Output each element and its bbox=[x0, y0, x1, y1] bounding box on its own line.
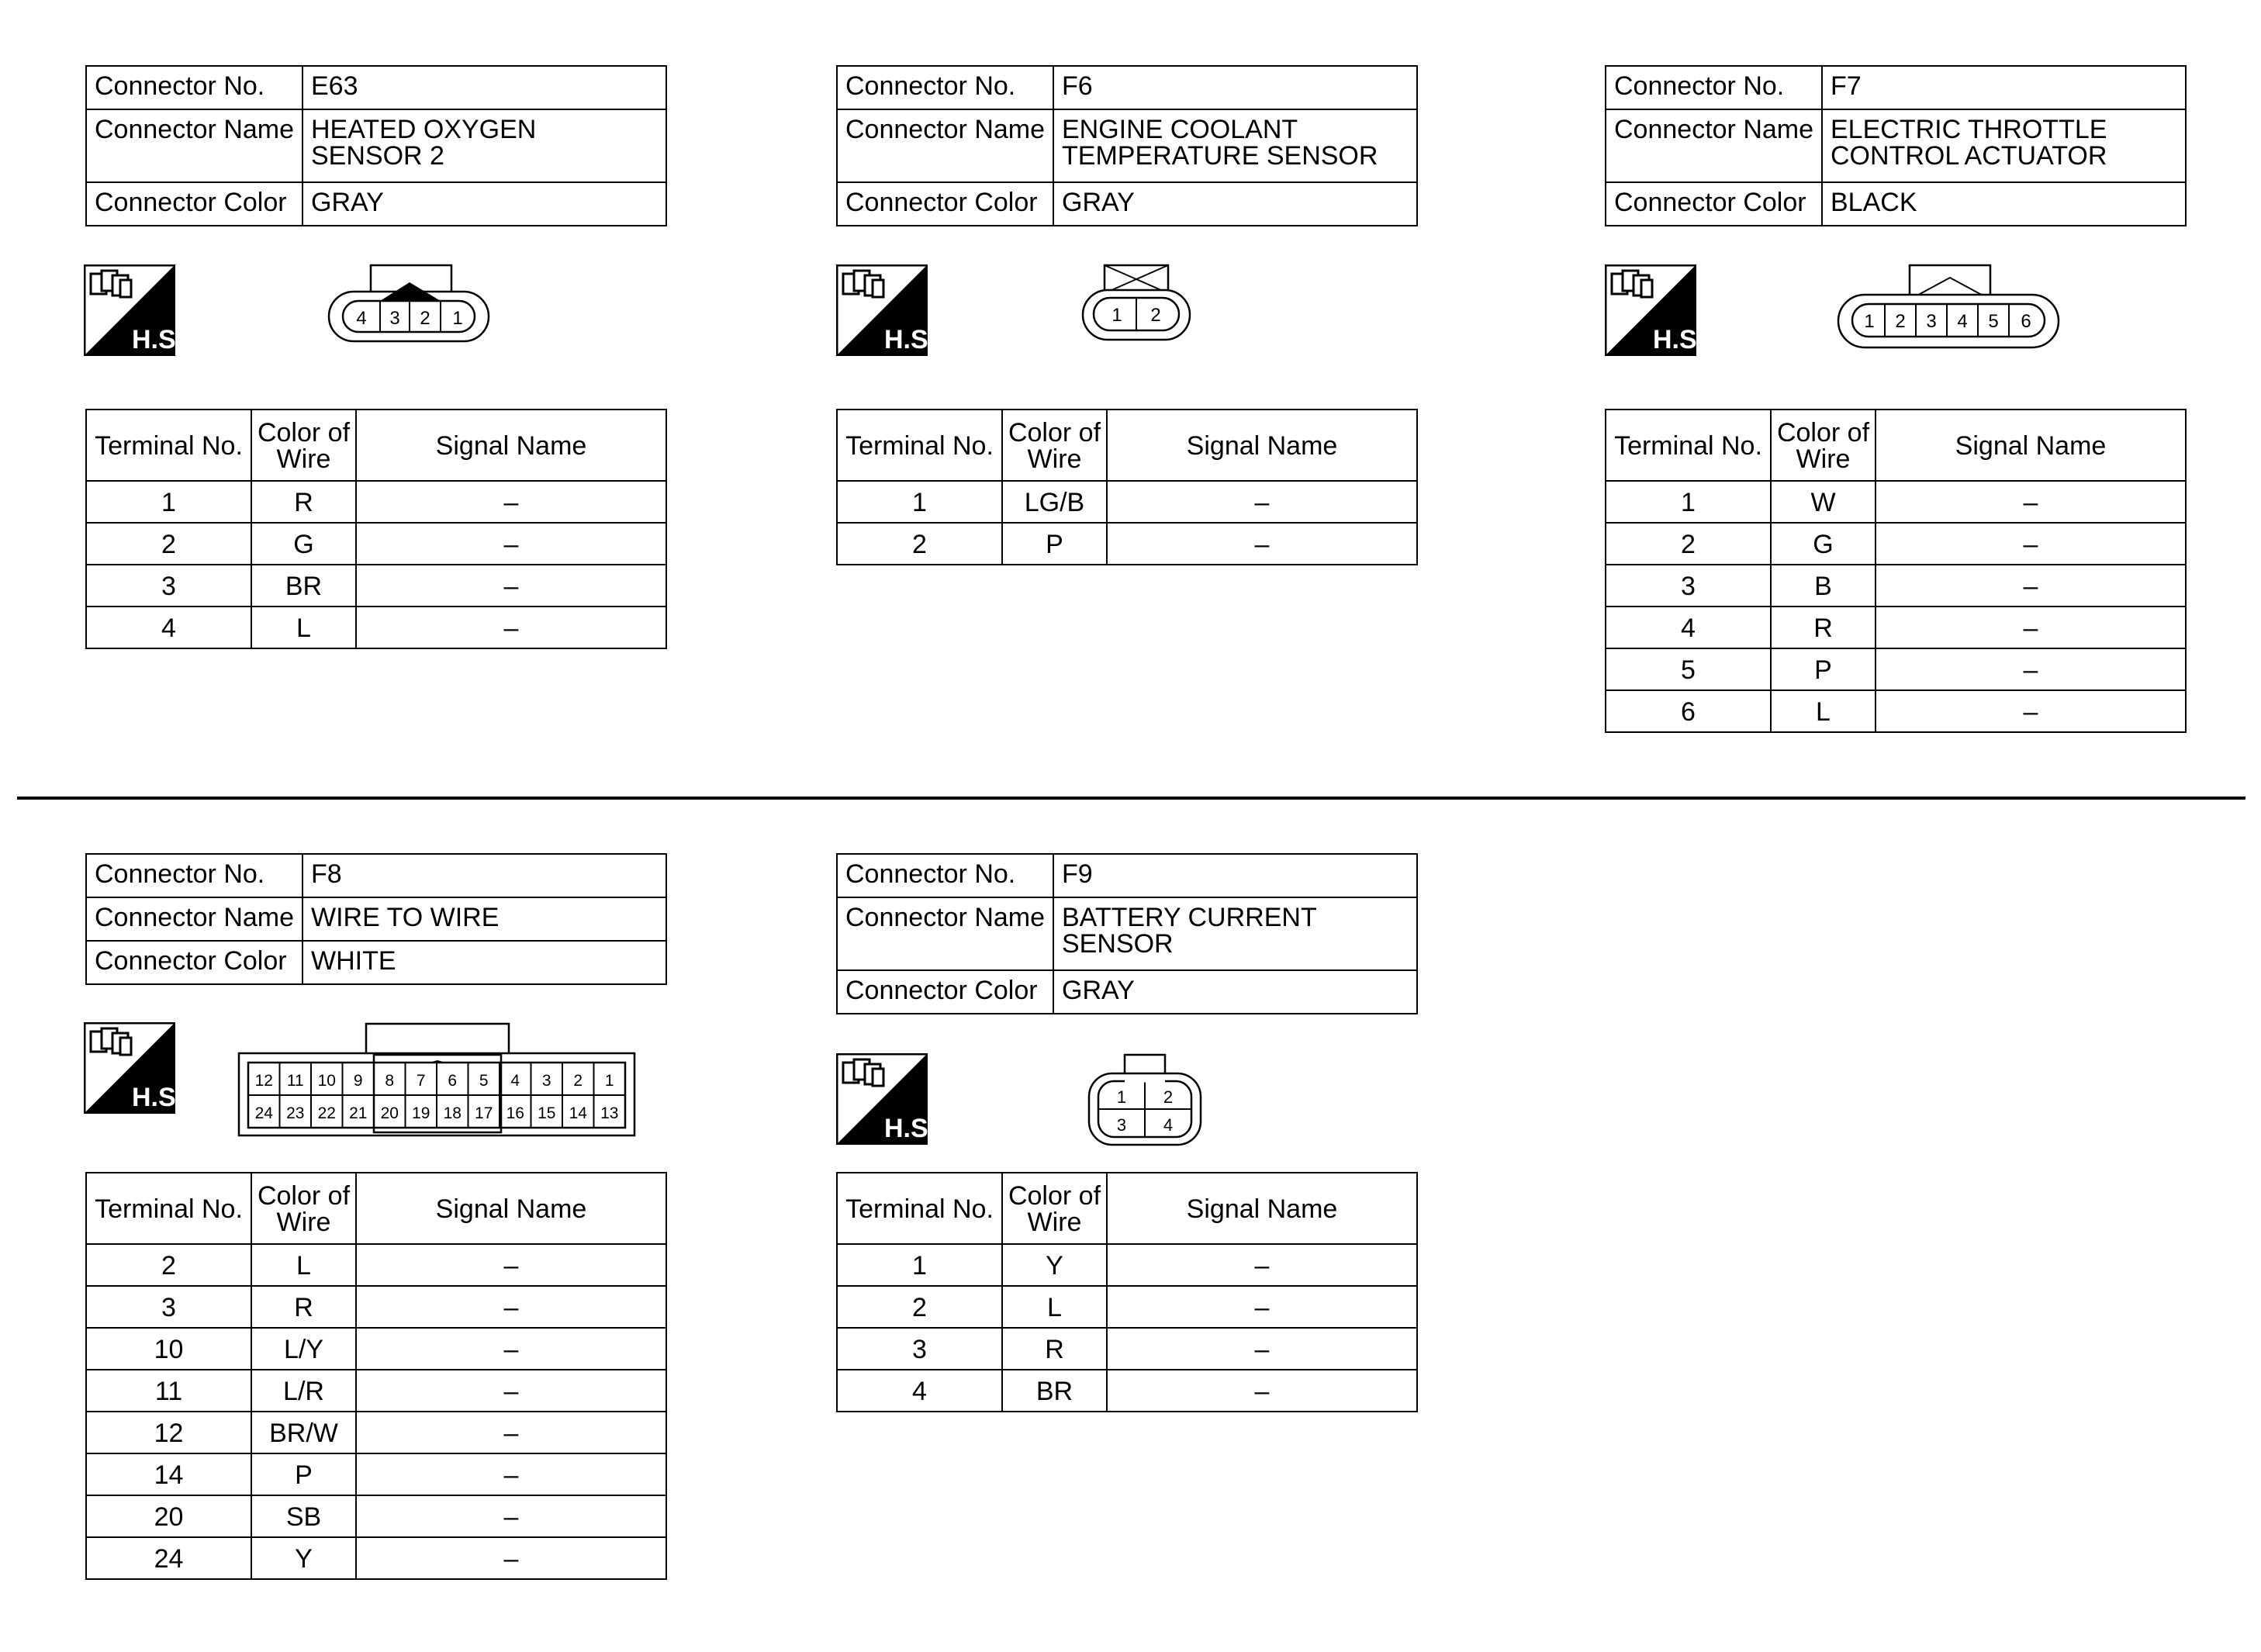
pin-number: 23 bbox=[286, 1104, 305, 1122]
terminal-block-f6 bbox=[836, 409, 1418, 565]
connector-color-value: GRAY bbox=[303, 182, 666, 226]
svg-text:3: 3 bbox=[1116, 1115, 1127, 1135]
table-row: 1 Y – bbox=[837, 1244, 1417, 1286]
svg-text:2: 2 bbox=[1163, 1087, 1174, 1107]
table-row: 5 P – bbox=[1606, 648, 2186, 690]
connector-f7 bbox=[1605, 65, 2187, 226]
connector-name-label: Connector Name bbox=[1606, 109, 1822, 182]
signal-name-header: Signal Name bbox=[1876, 410, 2186, 481]
wire-color-header: Color of Wire bbox=[1002, 1173, 1107, 1244]
harness-side-icon bbox=[84, 264, 184, 356]
pin-number: 20 bbox=[380, 1104, 399, 1122]
connector-info-table bbox=[85, 65, 667, 226]
harness-side-icon bbox=[84, 1022, 184, 1114]
terminal-block-f7 bbox=[1605, 409, 2187, 733]
wire-color-header: Color of Wire bbox=[1771, 410, 1876, 481]
connector-name-value: HEATED OXYGEN SENSOR 2 bbox=[303, 109, 666, 182]
svg-text:2: 2 bbox=[1895, 311, 1906, 332]
connector-f8 bbox=[85, 853, 667, 985]
pin-number: 14 bbox=[569, 1104, 587, 1122]
pin-number: 6 bbox=[448, 1072, 458, 1090]
table-row: 20 SB – bbox=[86, 1495, 666, 1537]
signal-name-header: Signal Name bbox=[1107, 1173, 1417, 1244]
connector-face-e63 bbox=[326, 264, 493, 344]
table-row: 4 R – bbox=[1606, 607, 2186, 648]
connector-e63 bbox=[85, 65, 667, 226]
svg-text:1: 1 bbox=[1111, 305, 1122, 326]
table-row: 2 L – bbox=[837, 1286, 1417, 1328]
pin-number: 16 bbox=[506, 1104, 524, 1122]
svg-text:2: 2 bbox=[1150, 305, 1161, 326]
connector-color-label: Connector Color bbox=[86, 941, 303, 984]
terminal-no-header: Terminal No. bbox=[837, 410, 1002, 481]
terminal-table bbox=[1605, 409, 2187, 733]
terminal-table bbox=[85, 409, 667, 649]
terminal-block-f9 bbox=[836, 1172, 1418, 1412]
svg-text:4: 4 bbox=[356, 308, 367, 329]
harness-side-icon bbox=[836, 1053, 936, 1145]
connector-info-table bbox=[836, 853, 1418, 1014]
pin-number: 7 bbox=[416, 1072, 426, 1090]
terminal-no-header: Terminal No. bbox=[86, 1173, 251, 1244]
harness-side-icon bbox=[836, 264, 936, 356]
table-row: 1 LG/B – bbox=[837, 481, 1417, 523]
svg-text:4: 4 bbox=[1957, 311, 1968, 332]
svg-text:H.S.: H.S. bbox=[132, 325, 184, 354]
connector-no-label: Connector No. bbox=[86, 66, 303, 109]
signal-name-header: Signal Name bbox=[1107, 410, 1417, 481]
table-row: 24 Y – bbox=[86, 1537, 666, 1579]
table-row: 1 W – bbox=[1606, 481, 2186, 523]
connector-name-value: WIRE TO WIRE bbox=[303, 897, 666, 941]
connector-info-table bbox=[1605, 65, 2187, 226]
svg-text:3: 3 bbox=[389, 308, 400, 329]
connector-color-label: Connector Color bbox=[837, 182, 1053, 226]
table-row: 6 L – bbox=[1606, 690, 2186, 732]
pin-number: 18 bbox=[443, 1104, 462, 1122]
pin-number: 4 bbox=[510, 1072, 520, 1090]
pin-number: 19 bbox=[412, 1104, 430, 1122]
section-divider bbox=[17, 797, 2245, 800]
table-row: 1 R – bbox=[86, 481, 666, 523]
table-row: 2 P – bbox=[837, 523, 1417, 565]
table-row: 3 R – bbox=[86, 1286, 666, 1328]
connector-color-label: Connector Color bbox=[1606, 182, 1822, 226]
table-row: 2 L – bbox=[86, 1244, 666, 1286]
svg-text:6: 6 bbox=[2021, 311, 2031, 332]
svg-text:4: 4 bbox=[1163, 1115, 1174, 1135]
connector-no-value: F9 bbox=[1053, 854, 1417, 897]
pin-number: 24 bbox=[254, 1104, 273, 1122]
connector-color-value: WHITE bbox=[303, 941, 666, 984]
wire-color-header: Color of Wire bbox=[251, 410, 356, 481]
connector-f9 bbox=[836, 853, 1418, 1014]
table-row: 2 G – bbox=[86, 523, 666, 565]
connector-color-value: GRAY bbox=[1053, 970, 1417, 1014]
connector-no-label: Connector No. bbox=[837, 66, 1053, 109]
connector-no-value: F8 bbox=[303, 854, 666, 897]
connector-color-label: Connector Color bbox=[86, 182, 303, 226]
terminal-block-e63 bbox=[85, 409, 667, 649]
connector-info-table bbox=[85, 853, 667, 985]
pin-number: 8 bbox=[385, 1072, 395, 1090]
connector-name-value: ELECTRIC THROTTLE CONTROL ACTUATOR bbox=[1822, 109, 2186, 182]
pin-number: 21 bbox=[349, 1104, 368, 1122]
svg-text:1: 1 bbox=[1116, 1087, 1127, 1107]
connector-no-value: E63 bbox=[303, 66, 666, 109]
connector-face-f9 bbox=[1087, 1053, 1202, 1148]
pin-number: 13 bbox=[600, 1104, 619, 1122]
connector-name-value: BATTERY CURRENT SENSOR bbox=[1053, 897, 1417, 970]
connector-color-value: BLACK bbox=[1822, 182, 2186, 226]
pin-number: 9 bbox=[353, 1072, 363, 1090]
pin-number: 3 bbox=[541, 1072, 551, 1090]
connector-no-label: Connector No. bbox=[86, 854, 303, 897]
pin-number: 1 bbox=[604, 1072, 614, 1090]
terminal-table bbox=[85, 1172, 667, 1580]
connector-no-label: Connector No. bbox=[837, 854, 1053, 897]
pin-number: 22 bbox=[317, 1104, 336, 1122]
connector-name-label: Connector Name bbox=[86, 109, 303, 182]
connector-name-value: ENGINE COOLANT TEMPERATURE SENSOR bbox=[1053, 109, 1417, 182]
connector-f6 bbox=[836, 65, 1418, 226]
pin-number: 12 bbox=[254, 1072, 273, 1090]
pin-number: 10 bbox=[317, 1072, 336, 1090]
connector-name-label: Connector Name bbox=[837, 109, 1053, 182]
terminal-table bbox=[836, 1172, 1418, 1412]
table-row: 4 L – bbox=[86, 607, 666, 648]
pin-number: 5 bbox=[479, 1072, 489, 1090]
table-row: 12 BR/W – bbox=[86, 1412, 666, 1453]
connector-face-f8 bbox=[237, 1022, 636, 1139]
wire-color-header: Color of Wire bbox=[1002, 410, 1107, 481]
connector-color-value: GRAY bbox=[1053, 182, 1417, 226]
svg-text:1: 1 bbox=[452, 308, 463, 329]
svg-text:H.S.: H.S. bbox=[1653, 325, 1705, 354]
signal-name-header: Signal Name bbox=[356, 1173, 666, 1244]
svg-text:3: 3 bbox=[1926, 311, 1937, 332]
connector-no-value: F6 bbox=[1053, 66, 1417, 109]
connector-color-label: Connector Color bbox=[837, 970, 1053, 1014]
svg-text:H.S.: H.S. bbox=[884, 325, 936, 354]
signal-name-header: Signal Name bbox=[356, 410, 666, 481]
table-row: 14 P – bbox=[86, 1453, 666, 1495]
table-row: 3 BR – bbox=[86, 565, 666, 607]
connector-name-label: Connector Name bbox=[837, 897, 1053, 970]
connector-face-f6 bbox=[1080, 264, 1193, 343]
pin-number: 17 bbox=[475, 1104, 493, 1122]
terminal-no-header: Terminal No. bbox=[86, 410, 251, 481]
pin-number: 2 bbox=[573, 1072, 583, 1090]
terminal-no-header: Terminal No. bbox=[1606, 410, 1771, 481]
harness-side-icon bbox=[1605, 264, 1705, 356]
table-row: 3 R – bbox=[837, 1328, 1417, 1370]
svg-text:5: 5 bbox=[1988, 311, 1999, 332]
terminal-table bbox=[836, 409, 1418, 565]
table-row: 11 L/R – bbox=[86, 1370, 666, 1412]
svg-text:2: 2 bbox=[420, 308, 430, 329]
terminal-block-f8 bbox=[85, 1172, 667, 1580]
table-row: 3 B – bbox=[1606, 565, 2186, 607]
connector-face-f7 bbox=[1835, 264, 2062, 351]
svg-text:H.S.: H.S. bbox=[884, 1114, 936, 1143]
terminal-no-header: Terminal No. bbox=[837, 1173, 1002, 1244]
connector-no-label: Connector No. bbox=[1606, 66, 1822, 109]
pin-number: 11 bbox=[286, 1072, 304, 1090]
connector-info-table bbox=[836, 65, 1418, 226]
table-row: 4 BR – bbox=[837, 1370, 1417, 1412]
connector-no-value: F7 bbox=[1822, 66, 2186, 109]
table-row: 2 G – bbox=[1606, 523, 2186, 565]
svg-text:1: 1 bbox=[1864, 311, 1875, 332]
svg-text:H.S.: H.S. bbox=[132, 1083, 184, 1112]
connector-name-label: Connector Name bbox=[86, 897, 303, 941]
table-row: 10 L/Y – bbox=[86, 1328, 666, 1370]
wire-color-header: Color of Wire bbox=[251, 1173, 356, 1244]
pin-number: 15 bbox=[538, 1104, 556, 1122]
